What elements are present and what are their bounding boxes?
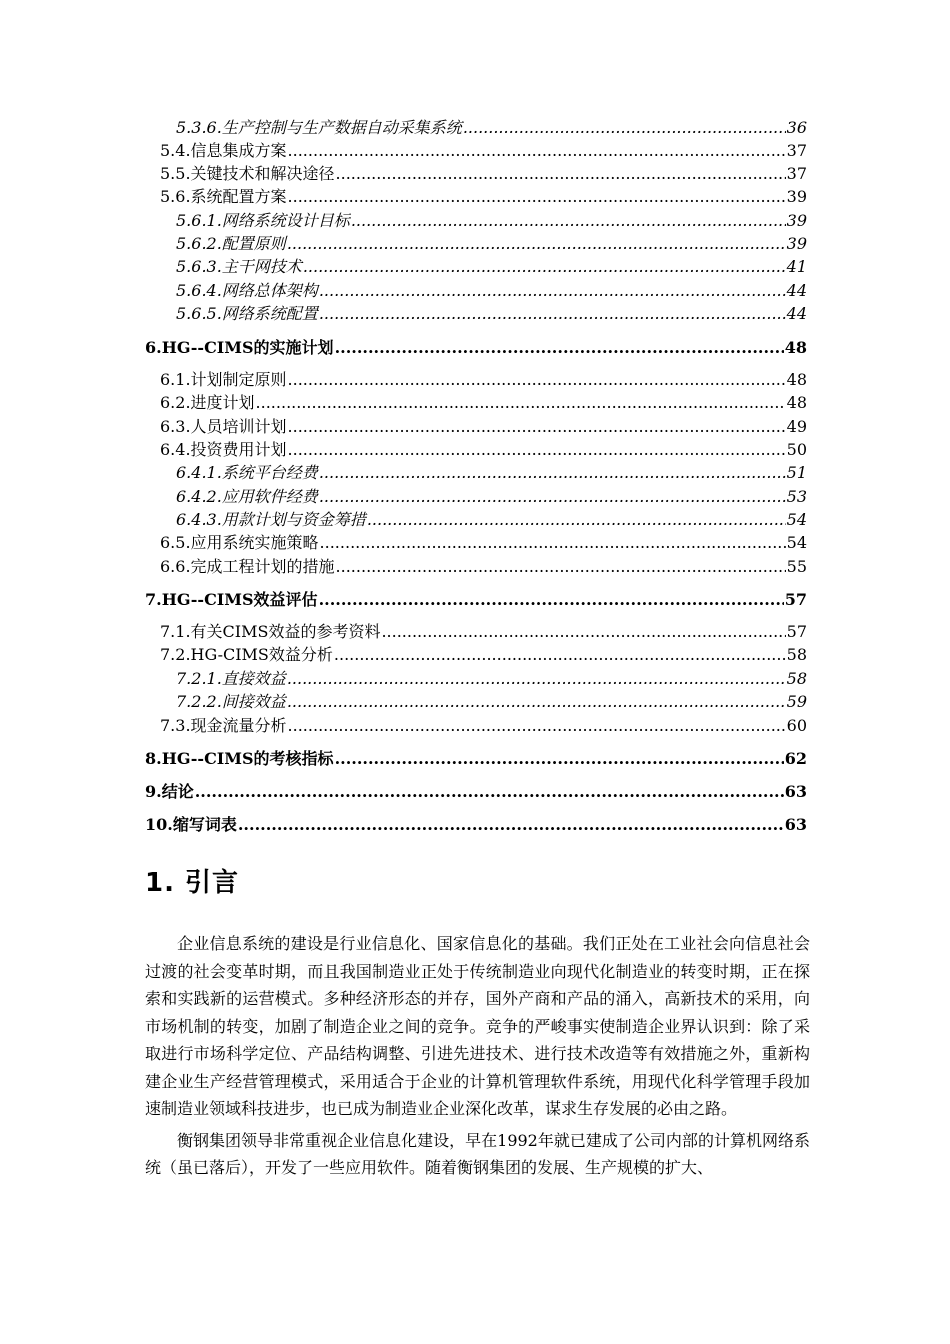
toc-entry-number: 9.	[145, 782, 162, 801]
toc-entry-title: 生产控制与生产数据自动采集系统	[221, 118, 462, 137]
section-body	[145, 930, 810, 1186]
toc-entry[interactable]	[145, 590, 807, 610]
toc-dot-leader	[256, 393, 786, 413]
toc-entry[interactable]	[176, 692, 807, 712]
toc-dot-leader	[319, 281, 786, 301]
toc-entry-title: 完成工程计划的措施	[190, 557, 335, 576]
toc-entry-page: 57	[786, 622, 807, 641]
toc-dot-leader	[319, 590, 784, 610]
toc-entry[interactable]	[176, 304, 807, 324]
toc-entry-title: 网络系统配置	[221, 304, 318, 323]
toc-entry-title: 系统配置方案	[190, 187, 287, 206]
toc-entry-number: 5.3.6.	[176, 118, 222, 137]
toc-entry-page: 60	[786, 716, 807, 735]
toc-entry[interactable]	[160, 370, 807, 390]
toc-entry-number: 5.6.2.	[176, 234, 222, 253]
toc-dot-leader	[288, 716, 786, 736]
paragraph: 企业信息系统的建设是行业信息化、国家信息化的基础。我们正处在工业社会向信息社会过渡的社会变革时期，而且我国制造业正处于传统制造业向现代化制造业的转变时期，正在探索和实践新的运营模式。多种经济形态的并存，国外产商和产品的涌入，高新技术的采用，向市场机制的转变，加剧了制造企业之间的竞争。竞争的严峻事实使制造企业界认识到：除了采取进行市场科学定位、产品结构调整、引进先进技术、进行技术改造等有效措施之外，重新构建企业生产经营管理模式，采用适合于企业的计算机管理软件系统，用现代化科学管理手段加速制造业领域科技进步，也已成为制造业企业深化改革，谋求生存发展的必由之路。	[145, 934, 810, 1118]
toc-entry-page: 48	[784, 338, 807, 357]
toc-entry-title: 间接效益	[221, 692, 286, 711]
toc-entry-number: 7.	[145, 590, 162, 609]
toc-entry-page: 59	[786, 692, 807, 711]
toc-entry-page: 63	[784, 782, 807, 801]
toc-entry-page: 37	[786, 141, 807, 160]
toc-entry-number: 6.2.	[160, 393, 191, 412]
toc-entry-number: 7.1.	[160, 622, 191, 641]
toc-entry-title: 信息集成方案	[190, 141, 287, 160]
toc-entry-number: 5.6.5.	[176, 304, 222, 323]
toc-entry-number: 10.	[145, 815, 173, 834]
toc-entry-title: 人员培训计划	[190, 417, 287, 436]
toc-entry-page: 62	[784, 749, 807, 768]
toc-entry-title: 应用软件经费	[221, 487, 318, 506]
toc-entry-number: 6.6.	[160, 557, 191, 576]
toc-dot-leader	[238, 815, 784, 835]
toc-dot-leader	[463, 118, 786, 138]
toc-dot-leader	[288, 187, 786, 207]
toc-dot-leader	[319, 304, 786, 324]
toc-entry[interactable]	[176, 510, 807, 530]
toc-dot-leader	[381, 622, 785, 642]
toc-entry[interactable]	[176, 281, 807, 301]
toc-entry-number: 7.2.1.	[176, 669, 222, 688]
toc-entry[interactable]	[160, 557, 807, 577]
toc-entry-page: 49	[786, 417, 807, 436]
toc-entry-title: 进度计划	[190, 393, 255, 412]
toc-entry[interactable]	[145, 782, 807, 802]
toc-dot-leader	[319, 487, 786, 507]
toc-entry[interactable]	[160, 417, 807, 437]
toc-entry-page: 58	[786, 669, 807, 688]
toc-entry-number: 5.6.	[160, 187, 191, 206]
toc-entry-page: 39	[786, 187, 807, 206]
toc-entry[interactable]	[145, 815, 807, 835]
toc-entry[interactable]	[160, 164, 807, 184]
toc-dot-leader	[287, 234, 786, 254]
toc-dot-leader	[288, 417, 786, 437]
toc-entry-title: 关键技术和解决途径	[190, 164, 335, 183]
toc-entry[interactable]	[176, 211, 807, 231]
paragraph: 衡钢集团领导非常重视企业信息化建设，早在1992年就已建成了公司内部的计算机网络系统（虽已落后），开发了一些应用软件。随着衡钢集团的发展、生产规模的扩大、	[145, 1130, 810, 1177]
toc-dot-leader	[335, 749, 784, 769]
toc-entry-number: 6.1.	[160, 370, 191, 389]
toc-entry-number: 6.	[145, 338, 162, 357]
toc-entry-title: 直接效益	[221, 669, 286, 688]
toc-entry-page: 58	[786, 645, 807, 664]
toc-entry-page: 54	[786, 533, 807, 552]
toc-entry-title: 配置原则	[221, 234, 286, 253]
toc-entry[interactable]	[160, 187, 807, 207]
toc-entry-title: 结论	[161, 782, 194, 801]
toc-entry-title: HG--CIMS的实施计划	[161, 338, 334, 357]
toc-entry-page: 63	[784, 815, 807, 834]
toc-entry-title: 网络总体架构	[221, 281, 318, 300]
toc-entry-number: 5.5.	[160, 164, 191, 183]
toc-entry-title: 系统平台经费	[221, 463, 318, 482]
toc-entry-title: HG--CIMS的考核指标	[161, 749, 334, 768]
toc-entry-title: HG--CIMS效益评估	[161, 590, 318, 609]
toc-entry-number: 7.3.	[160, 716, 191, 735]
toc-dot-leader	[195, 782, 784, 802]
toc-dot-leader	[287, 669, 786, 689]
toc-entry[interactable]	[176, 257, 807, 277]
toc-entry-page: 48	[786, 393, 807, 412]
toc-entry-number: 5.6.1.	[176, 211, 222, 230]
toc-entry-number: 5.4.	[160, 141, 191, 160]
toc-entry-number: 6.5.	[160, 533, 191, 552]
toc-dot-leader	[336, 164, 786, 184]
toc-entry-page: 37	[786, 164, 807, 183]
toc-dot-leader	[288, 141, 786, 161]
toc-entry-title: 用款计划与资金筹措	[221, 510, 366, 529]
toc-entry[interactable]	[176, 487, 807, 507]
toc-entry[interactable]	[176, 118, 807, 138]
toc-entry-page: 39	[786, 234, 807, 253]
toc-entry[interactable]	[160, 716, 807, 736]
toc-entry-page: 53	[786, 487, 807, 506]
toc-entry-page: 44	[786, 281, 807, 300]
toc-entry-page: 41	[786, 257, 807, 276]
toc-entry-title: 计划制定原则	[190, 370, 287, 389]
toc-entry-page: 51	[786, 463, 807, 482]
toc-entry[interactable]	[176, 669, 807, 689]
toc-dot-leader	[367, 510, 786, 530]
toc-entry-number: 6.4.3.	[176, 510, 222, 529]
toc-dot-leader	[335, 338, 784, 358]
toc-entry-title: 主干网技术	[221, 257, 302, 276]
toc-entry[interactable]	[160, 141, 807, 161]
toc-dot-leader	[288, 440, 786, 460]
toc-entry-number: 5.6.4.	[176, 281, 222, 300]
toc-dot-leader	[303, 257, 786, 277]
toc-entry[interactable]	[145, 749, 807, 769]
toc-entry[interactable]	[176, 234, 807, 254]
toc-entry-title: 缩写词表	[172, 815, 237, 834]
toc-entry-number: 7.2.	[160, 645, 191, 664]
toc-entry-title: 投资费用计划	[190, 440, 287, 459]
toc-dot-leader	[320, 533, 786, 553]
toc-dot-leader	[287, 692, 786, 712]
toc-entry-title: HG-CIMS效益分析	[190, 645, 333, 664]
toc-dot-leader	[334, 645, 786, 665]
toc-entry-number: 6.3.	[160, 417, 191, 436]
toc-entry[interactable]	[145, 338, 807, 358]
toc-entry-number: 7.2.2.	[176, 692, 222, 711]
toc-entry-number: 8.	[145, 749, 162, 768]
toc-entry-page: 39	[786, 211, 807, 230]
toc-dot-leader	[319, 463, 786, 483]
toc-entry-page: 36	[786, 118, 807, 137]
toc-entry[interactable]	[160, 645, 807, 665]
section-heading: 1. 引言	[145, 868, 240, 898]
toc-entry-number: 5.6.3.	[176, 257, 222, 276]
toc-entry-page: 44	[786, 304, 807, 323]
toc-entry-number: 6.4.2.	[176, 487, 222, 506]
toc-entry[interactable]	[160, 622, 807, 642]
toc-entry-title: 网络系统设计目标	[221, 211, 350, 230]
toc-dot-leader	[288, 370, 786, 390]
toc-entry-page: 57	[784, 590, 807, 609]
toc-entry-title: 应用系统实施策略	[190, 533, 319, 552]
toc-entry-page: 55	[786, 557, 807, 576]
toc-dot-leader	[336, 557, 786, 577]
toc-entry-title: 现金流量分析	[190, 716, 287, 735]
toc-entry-page: 48	[786, 370, 807, 389]
toc-entry[interactable]	[160, 533, 807, 553]
toc-entry[interactable]	[160, 393, 807, 413]
toc-entry-page: 50	[786, 440, 807, 459]
toc-entry-title: 有关CIMS效益的参考资料	[190, 622, 381, 641]
toc-entry-number: 6.4.1.	[176, 463, 222, 482]
toc-dot-leader	[351, 211, 786, 231]
toc-entry[interactable]	[176, 463, 807, 483]
toc-entry-number: 6.4.	[160, 440, 191, 459]
toc-entry[interactable]	[160, 440, 807, 460]
toc-entry-page: 54	[786, 510, 807, 529]
